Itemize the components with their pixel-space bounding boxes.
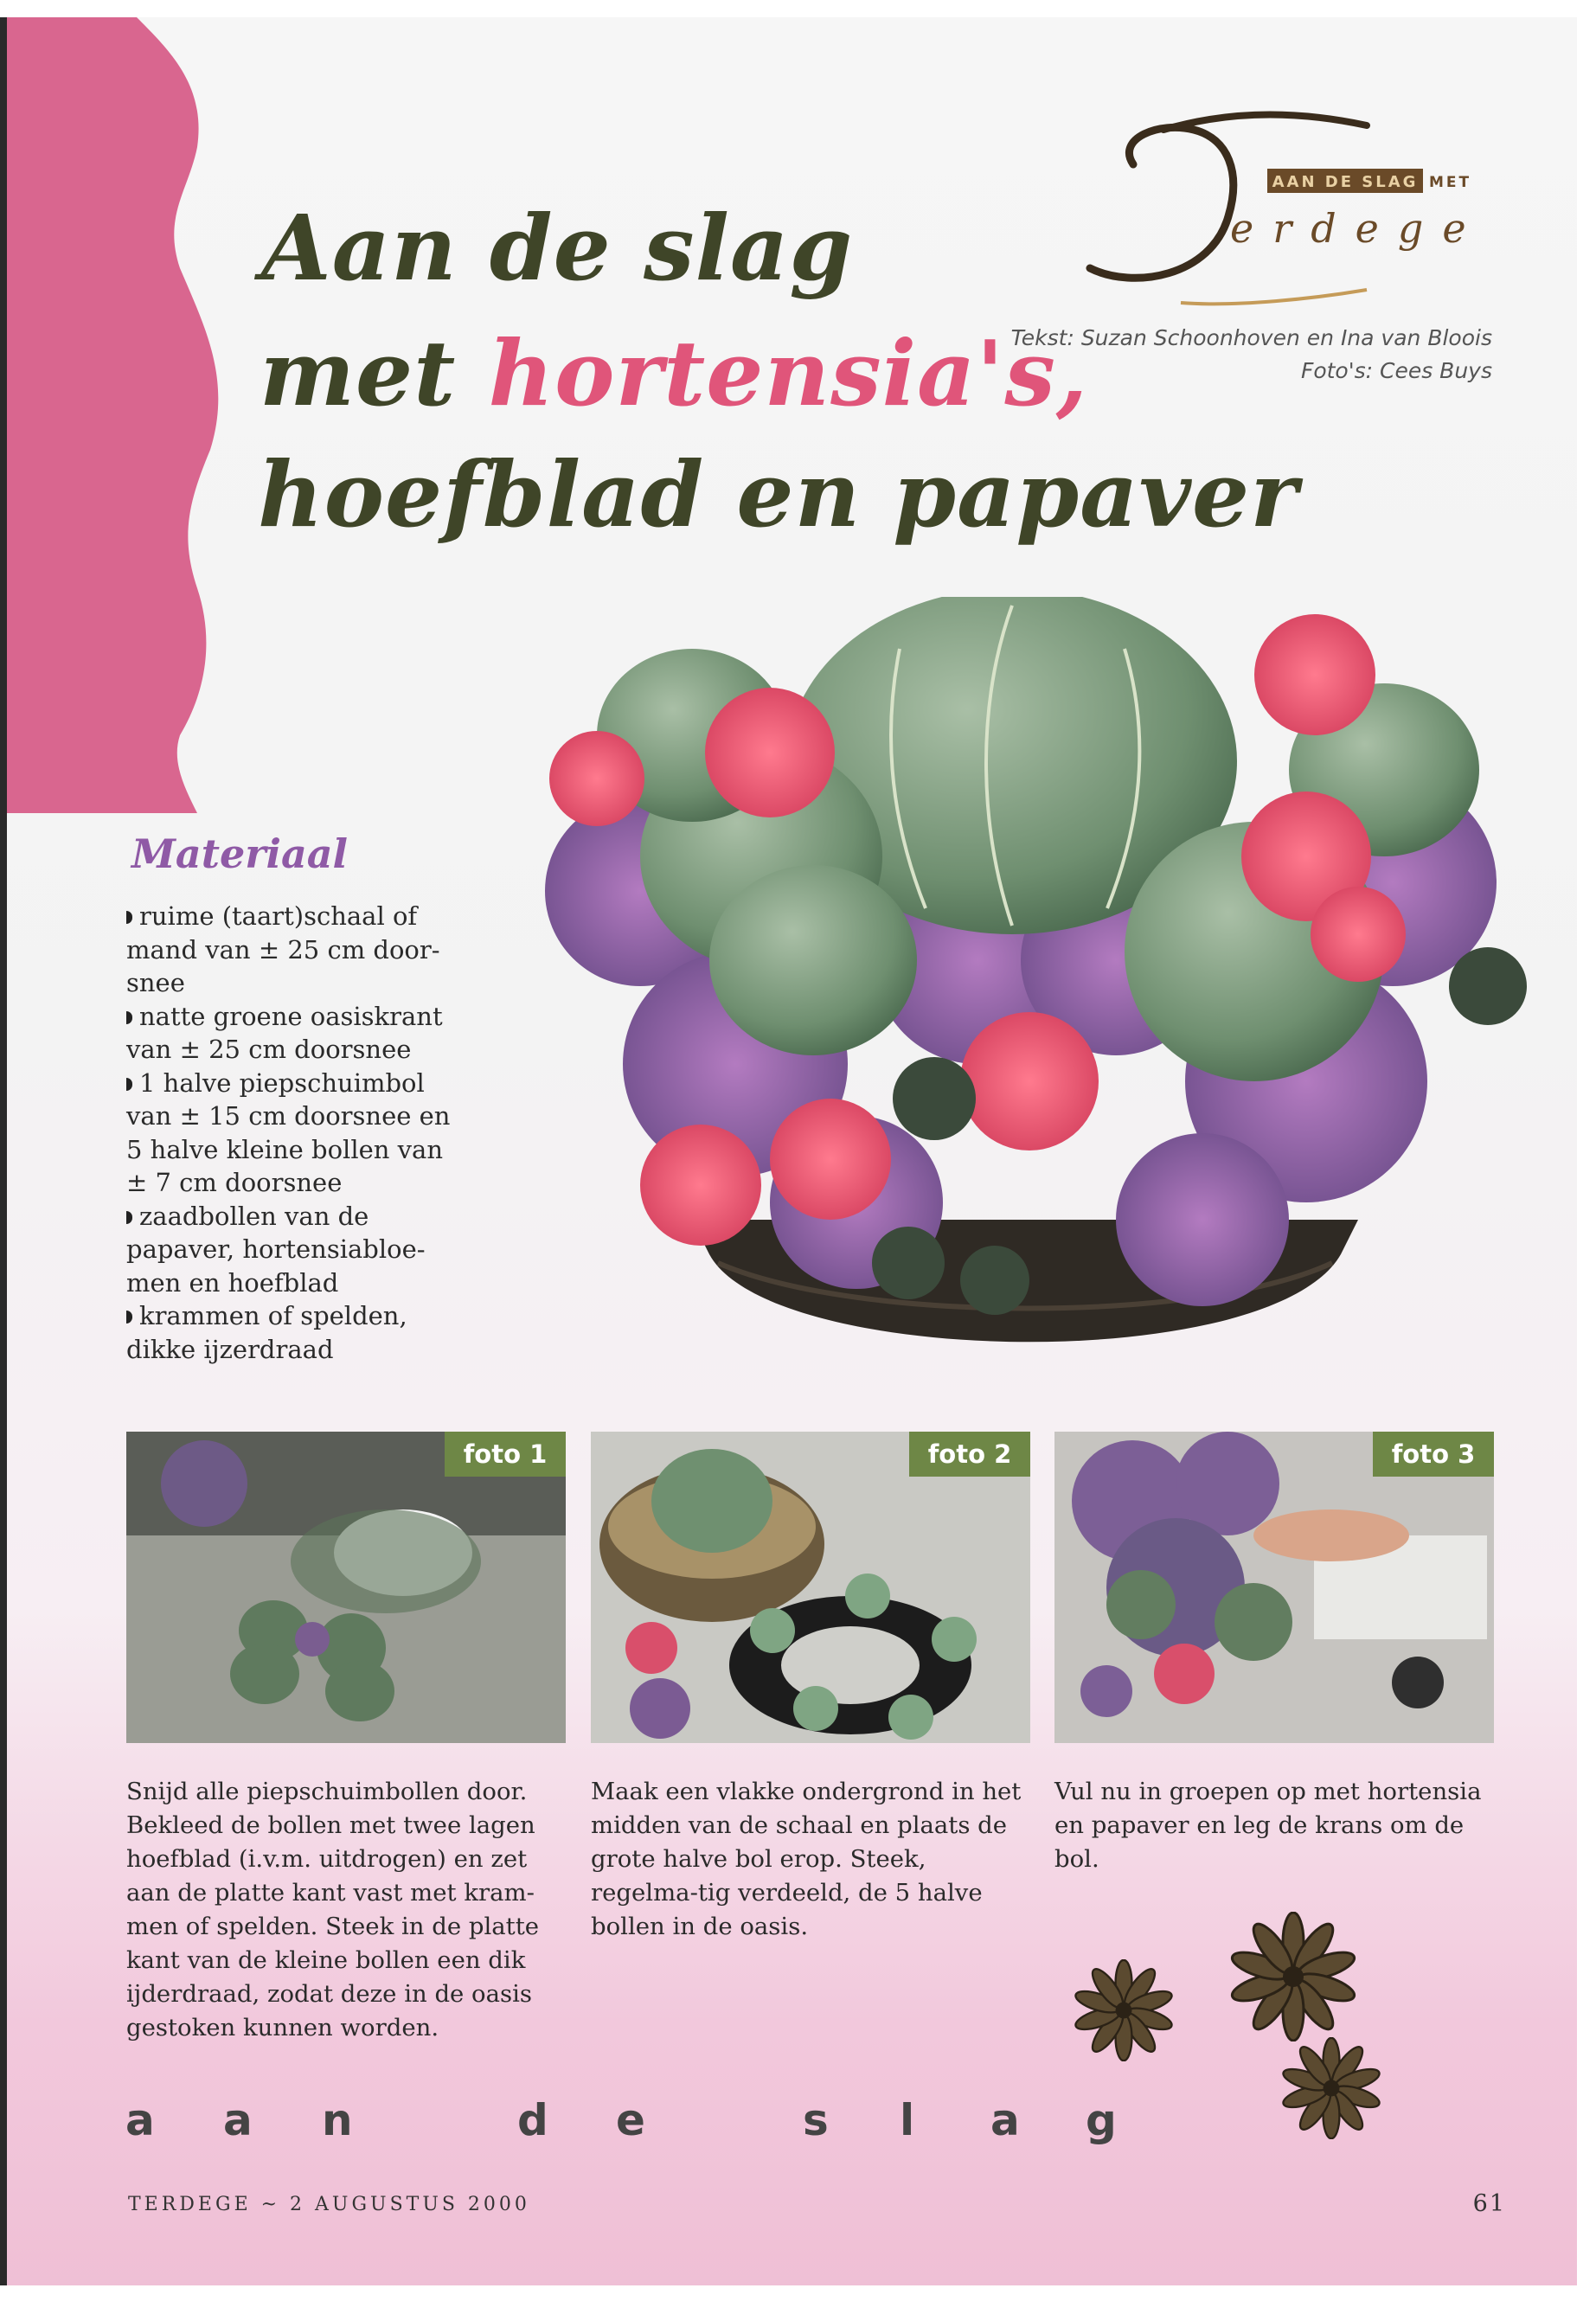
title-hortensias: hortensia's, — [488, 320, 1089, 426]
foto-tag-2: foto 2 — [909, 1432, 1030, 1477]
logo-erdege-text: erdege — [1230, 205, 1485, 252]
step-photo-1 — [126, 1432, 566, 1743]
logo-met-text: MET — [1429, 174, 1472, 191]
step-photo-2 — [591, 1432, 1030, 1743]
pink-side-tab — [7, 17, 223, 813]
scan-border-right — [1577, 0, 1596, 2301]
spaced-letter: a — [223, 2095, 253, 2145]
footer-magazine-date: TERDEGE ~ 2 AUGUSTUS 2000 — [128, 2194, 530, 2215]
title-line-2 — [260, 320, 1088, 426]
scan-border-top — [0, 0, 1596, 17]
step-photo-3-image — [1054, 1432, 1494, 1743]
title-line-3: hoefblad en papaver — [258, 441, 1299, 548]
step-photo-1-image — [126, 1432, 566, 1743]
materiaal-item: zaadbollen van de papaver, hortensiabloe-men en hoefblad — [126, 1201, 426, 1298]
bullet-icon — [126, 1011, 132, 1024]
credits-photo: Foto's: Cees Buys — [1300, 358, 1492, 383]
poppy-pod-icon — [1280, 2037, 1382, 2139]
page-number: 61 — [1472, 2190, 1506, 2217]
spaced-footer-aan-de-slag — [121, 2095, 1159, 2156]
hero-arrangement-photo — [493, 597, 1548, 1375]
materiaal-list — [126, 900, 455, 1366]
bullet-icon — [126, 911, 132, 924]
credits-text: Tekst: Suzan Schoonhoven en Ina van Bloois — [1010, 325, 1492, 350]
step-text-2: Maak een vlakke ondergrond in het midden van de schaal en plaats de grote halve bol erop. Steek, regelma-tig verdeeld, de 5 halve bollen in de oasis. — [591, 1778, 1022, 1940]
step-text-1: Snijd alle piepschuimbollen door. Bekleed de bollen met twee lagen hoefblad (i.v.m. uitdrogen) en zet aan de platte kant vast met kram-men of spelden. Steek in de platte kant van de kleine bollen een dik ijderdraad, zodat deze in de oasis gestoken kunnen worden. — [126, 1778, 540, 2041]
spaced-letter: n — [322, 2095, 353, 2145]
spaced-letter: l — [900, 2095, 915, 2145]
materiaal-item: natte groene oasiskrant van ± 25 cm doorsnee — [126, 1001, 443, 1064]
scan-border-bottom — [0, 2285, 1596, 2301]
bullet-icon — [126, 1211, 132, 1224]
spaced-letter: d — [517, 2095, 548, 2145]
credits — [1011, 322, 1492, 388]
title-line-1: Aan de slag — [261, 195, 854, 301]
spaced-letter: a — [125, 2095, 155, 2145]
bullet-icon — [126, 1311, 132, 1324]
bullet-icon — [126, 1078, 132, 1091]
materiaal-item: ruime (taart)schaal of mand van ± 25 cm door-snee — [126, 901, 440, 997]
materiaal-heading: Materiaal — [131, 830, 349, 877]
foto-tag-3: foto 3 — [1373, 1432, 1494, 1477]
step-text-3: Vul nu in groepen op met hortensia en papaver en leg de krans om de bol. — [1054, 1778, 1482, 1873]
materiaal-item: 1 halve piepschuimbol van ± 15 cm doorsnee en 5 halve kleine bollen van ± 7 cm doorsnee — [126, 1067, 451, 1197]
scan-edge — [0, 0, 7, 2301]
spaced-letter: e — [616, 2095, 645, 2145]
logo-badge-text: AAN DE SLAG — [1272, 173, 1419, 191]
poppy-pod-icon — [1228, 1912, 1358, 2041]
poppy-pod-icon — [1073, 1959, 1175, 2061]
spaced-letter: g — [1086, 2095, 1117, 2145]
terdege-logo — [1081, 104, 1488, 311]
spaced-letter: s — [803, 2095, 829, 2145]
foto-tag-1: foto 1 — [445, 1432, 566, 1477]
title-met: met — [260, 320, 489, 426]
spaced-letter: a — [990, 2095, 1020, 2145]
step-photo-2-image — [591, 1432, 1030, 1743]
materiaal-item: krammen of spelden, dikke ijzerdraad — [126, 1301, 407, 1364]
step-photo-3 — [1054, 1432, 1494, 1743]
